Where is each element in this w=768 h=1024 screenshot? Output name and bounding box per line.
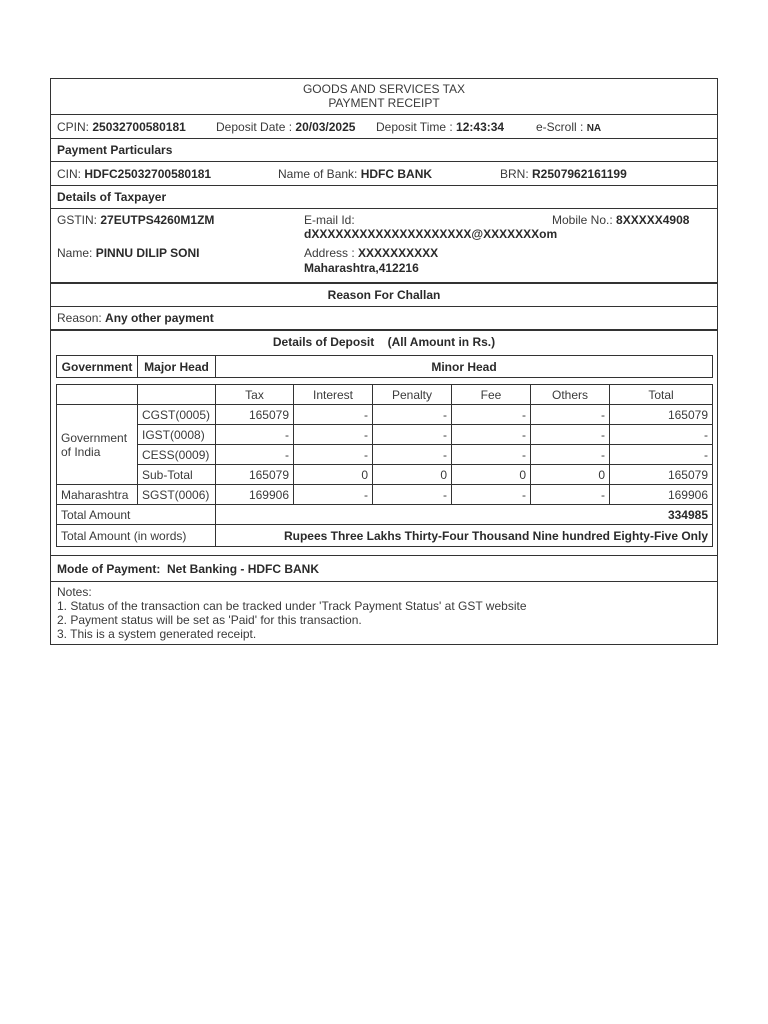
col-major-head: Major Head bbox=[138, 356, 216, 378]
cpin-value: 25032700580181 bbox=[92, 120, 186, 134]
taxpayer-heading-row bbox=[51, 186, 717, 209]
brn-value: R2507962161199 bbox=[532, 167, 627, 181]
cell-tax: 169906 bbox=[216, 485, 294, 505]
cell-interest: - bbox=[294, 405, 373, 425]
email-label: E-mail Id: bbox=[304, 213, 355, 227]
deposit-time-value: 12:43:34 bbox=[456, 120, 505, 134]
cell-fee: - bbox=[452, 405, 531, 425]
state-name: Maharashtra bbox=[57, 485, 138, 505]
cell-interest: - bbox=[294, 445, 373, 465]
cell-total: 169906 bbox=[610, 485, 713, 505]
total-words-label: Total Amount (in words) bbox=[57, 525, 216, 547]
note-line: 2. Payment status will be set as 'Paid' for this transaction. bbox=[57, 613, 362, 627]
cell-others: 0 bbox=[531, 465, 610, 485]
table-row bbox=[57, 425, 713, 445]
name-value: PINNU DILIP SONI bbox=[95, 246, 200, 260]
mode-of-payment bbox=[57, 562, 319, 576]
payment-particulars-heading-row bbox=[51, 139, 717, 162]
deposit-table bbox=[56, 384, 713, 547]
taxpayer-heading: Details of Taxpayer bbox=[57, 190, 167, 204]
reason-row bbox=[51, 307, 717, 330]
table-row bbox=[57, 485, 713, 505]
table-row bbox=[57, 405, 713, 425]
col-total: Total bbox=[610, 385, 713, 405]
deposit-date-field bbox=[216, 120, 355, 134]
cell-penalty: 0 bbox=[373, 465, 452, 485]
major-head: CESS(0009) bbox=[138, 445, 216, 465]
total-amount-row bbox=[57, 505, 713, 525]
cell-fee: 0 bbox=[452, 465, 531, 485]
bank-value: HDFC BANK bbox=[360, 167, 433, 181]
reason-field bbox=[57, 311, 214, 325]
cpin-label: CPIN: bbox=[57, 120, 90, 134]
major-head: SGST(0006) bbox=[138, 485, 216, 505]
address-label: Address : bbox=[304, 246, 355, 260]
notes-title: Notes: bbox=[57, 585, 92, 599]
mobile-field bbox=[552, 213, 689, 227]
col-penalty: Penalty bbox=[373, 385, 452, 405]
cell-tax: 165079 bbox=[216, 405, 294, 425]
cell-others: - bbox=[531, 485, 610, 505]
mobile-value: 8XXXXX4908 bbox=[616, 213, 690, 227]
col-government: Government bbox=[57, 356, 138, 378]
name-label: Name: bbox=[57, 246, 93, 260]
mode-value: Net Banking - HDFC BANK bbox=[167, 562, 320, 576]
cell-tax: - bbox=[216, 445, 294, 465]
cell-penalty: - bbox=[373, 405, 452, 425]
brn-field bbox=[500, 167, 627, 181]
cin-row bbox=[51, 162, 717, 186]
cell-penalty: - bbox=[373, 425, 452, 445]
mobile-label: Mobile No.: bbox=[552, 213, 613, 227]
cell-fee: - bbox=[452, 445, 531, 465]
escroll-value: NA bbox=[586, 123, 602, 134]
challan-heading-row bbox=[51, 284, 717, 307]
table-row bbox=[57, 445, 713, 465]
bank-label: Name of Bank: bbox=[278, 167, 358, 181]
cell-others: - bbox=[531, 445, 610, 465]
deposit-heading-row bbox=[51, 332, 717, 353]
cin-field bbox=[57, 167, 211, 181]
mode-label: Mode of Payment: bbox=[57, 562, 161, 576]
total-amount-label: Total Amount bbox=[57, 505, 216, 525]
total-amount-value: 334985 bbox=[216, 505, 713, 525]
total-words-row bbox=[57, 525, 713, 547]
cell-total: - bbox=[610, 445, 713, 465]
address-field bbox=[304, 246, 438, 260]
divider bbox=[51, 330, 717, 331]
address-line-1: XXXXXXXXXX bbox=[358, 246, 439, 260]
bank-field bbox=[278, 167, 432, 181]
major-head: IGST(0008) bbox=[138, 425, 216, 445]
escroll-field bbox=[536, 120, 601, 134]
header-line-2: PAYMENT RECEIPT bbox=[328, 96, 440, 110]
cin-value: HDFC25032700580181 bbox=[84, 167, 212, 181]
name-field bbox=[57, 246, 199, 260]
reason-label: Reason: bbox=[57, 311, 102, 325]
col-tax: Tax bbox=[216, 385, 294, 405]
cell-tax: - bbox=[216, 425, 294, 445]
mode-of-payment-row bbox=[51, 556, 717, 582]
gstin-value: 27EUTPS4260M1ZM bbox=[100, 213, 215, 227]
cell-penalty: - bbox=[373, 445, 452, 465]
taxpayer-details bbox=[51, 209, 717, 283]
major-head: Sub-Total bbox=[138, 465, 216, 485]
cell-total: 165079 bbox=[610, 465, 713, 485]
total-words-value: Rupees Three Lakhs Thirty-Four Thousand Nine hundred Eighty-Five Only bbox=[216, 525, 713, 547]
challan-heading: Reason For Challan bbox=[327, 288, 441, 302]
col-interest: Interest bbox=[294, 385, 373, 405]
col-others: Others bbox=[531, 385, 610, 405]
gstin-label: GSTIN: bbox=[57, 213, 98, 227]
escroll-label: e-Scroll : bbox=[536, 120, 584, 134]
cell-others: - bbox=[531, 405, 610, 425]
government-of-india: Government of India bbox=[57, 405, 138, 485]
cell-total: - bbox=[610, 425, 713, 445]
deposit-time-field bbox=[376, 120, 504, 134]
deposit-time-label: Deposit Time : bbox=[376, 120, 453, 134]
brn-label: BRN: bbox=[500, 167, 529, 181]
cell-fee: - bbox=[452, 485, 531, 505]
gstin-field bbox=[57, 213, 214, 227]
cell-fee: - bbox=[452, 425, 531, 445]
cell-others: - bbox=[531, 425, 610, 445]
deposit-heading-title: Details of Deposit bbox=[272, 335, 375, 349]
minor-head-row bbox=[57, 385, 713, 405]
payment-particulars-heading: Payment Particulars bbox=[57, 143, 173, 157]
note-line: 3. This is a system generated receipt. bbox=[57, 627, 257, 641]
cell-interest: - bbox=[294, 425, 373, 445]
cell-total: 165079 bbox=[610, 405, 713, 425]
deposit-date-label: Deposit Date : bbox=[216, 120, 293, 134]
major-head: CGST(0005) bbox=[138, 405, 216, 425]
cell-tax: 165079 bbox=[216, 465, 294, 485]
note-line: 1. Status of the transaction can be tracked under 'Track Payment Status' at GST website bbox=[57, 599, 527, 613]
deposit-date-value: 20/03/2025 bbox=[295, 120, 356, 134]
reason-value: Any other payment bbox=[105, 311, 214, 325]
cpin-field bbox=[57, 120, 186, 134]
deposit-heading-note: (All Amount in Rs.) bbox=[387, 335, 496, 349]
deposit-heading bbox=[51, 335, 717, 349]
payment-receipt bbox=[50, 78, 718, 645]
deposit-column-headers bbox=[56, 355, 713, 378]
email-value: dXXXXXXXXXXXXXXXXXXXX@XXXXXXXom bbox=[304, 227, 558, 241]
col-fee: Fee bbox=[452, 385, 531, 405]
cin-label: CIN: bbox=[57, 167, 81, 181]
cell-penalty: - bbox=[373, 485, 452, 505]
cell-interest: 0 bbox=[294, 465, 373, 485]
address-line-2: Maharashtra,412216 bbox=[304, 261, 419, 275]
cpin-row bbox=[51, 115, 717, 139]
table-row bbox=[57, 465, 713, 485]
cell-interest: - bbox=[294, 485, 373, 505]
receipt-header bbox=[51, 79, 717, 115]
header-line-1: GOODS AND SERVICES TAX bbox=[302, 82, 466, 96]
col-minor-head: Minor Head bbox=[216, 356, 713, 378]
notes bbox=[57, 585, 527, 641]
